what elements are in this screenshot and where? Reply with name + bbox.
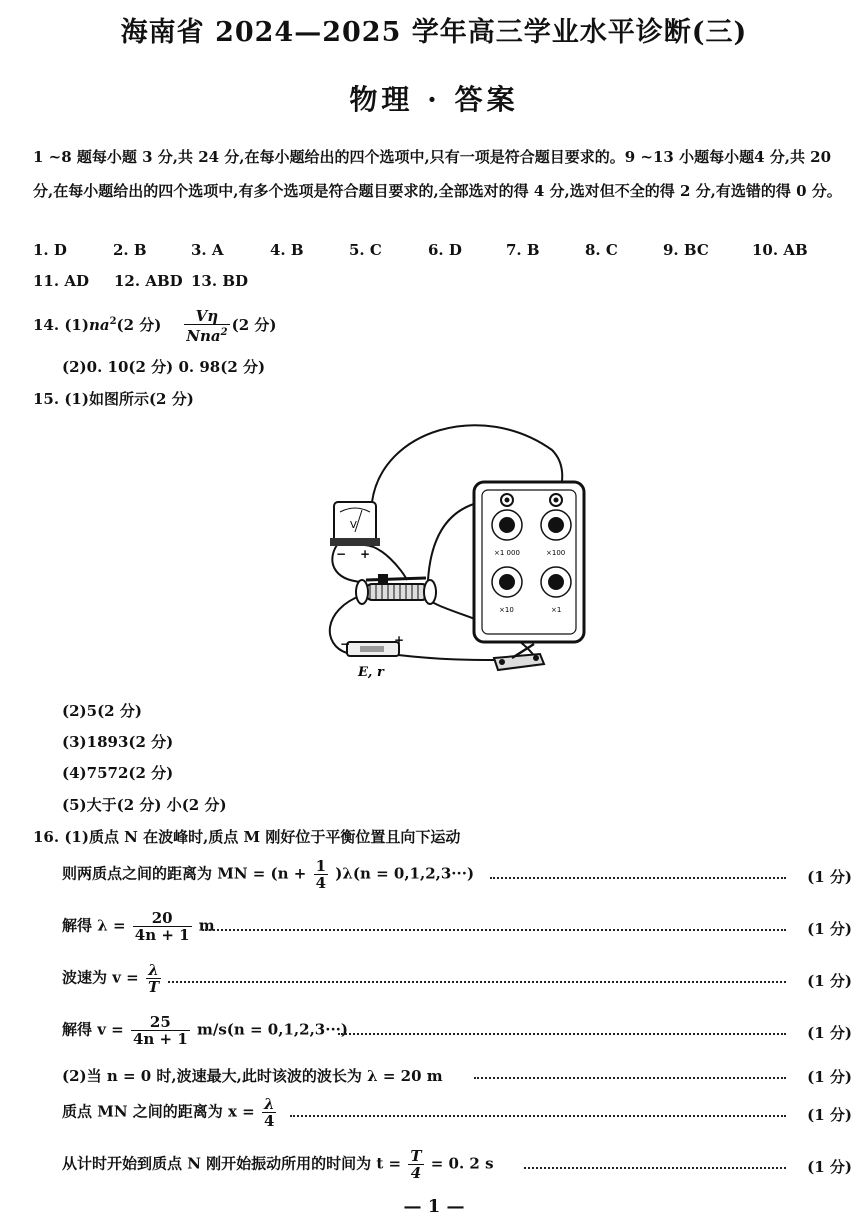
q16-line7-frac-num: T [410, 1147, 422, 1165]
q16-line2-fraction [133, 910, 192, 943]
q16-line6-frac-num: λ [263, 1095, 275, 1113]
q16-line1 [62, 858, 474, 891]
q14-score-a: (2 分) [116, 316, 162, 334]
q16-line5-score: (1 分) [807, 1068, 852, 1086]
q15-part1: 15. (1)如图所示(2 分) [33, 390, 194, 408]
answer-6: 6. D [428, 241, 462, 259]
circuit-diagram [322, 420, 592, 690]
q16-line7-fraction [408, 1148, 423, 1181]
answer-2: 2. B [113, 241, 147, 259]
q16-line7-score: (1 分) [807, 1158, 852, 1176]
q14-expr-a-sup: 2 [109, 316, 117, 327]
answer-5: 5. C [349, 241, 382, 259]
page-number: — 1 — [403, 1196, 465, 1217]
answer-8: 8. C [585, 241, 618, 259]
q14-frac-num: Vη [184, 308, 229, 325]
voltmeter-label: V [350, 520, 357, 531]
answer-11: 11. AD [33, 272, 89, 290]
voltmeter [330, 502, 380, 561]
leader-dots-3 [168, 981, 786, 983]
q16-line4-frac-den: 4n + 1 [132, 1030, 188, 1048]
switch [494, 644, 544, 670]
q16-line4-pre: 解得 v = [62, 1020, 124, 1039]
leader-dots-5 [474, 1077, 786, 1079]
q16-line7 [62, 1148, 494, 1181]
q16-line2-pre: 解得 λ = [62, 916, 126, 935]
q16-line6-fraction [262, 1096, 277, 1129]
leader-dots-2 [202, 929, 786, 931]
q15-part2: (2)5(2 分) [62, 702, 142, 720]
answer-9: 9. BC [663, 241, 709, 259]
q16-line1-frac-num: 1 [315, 857, 327, 875]
q16-line3-frac-den: T [147, 978, 160, 996]
wire-battery-to-switch [398, 655, 497, 660]
q16-part1: 16. (1)质点 N 在波峰时,质点 M 刚好位于平衡位置且向下运动 [33, 828, 461, 846]
q16-line1-pre: 则两质点之间的距离为 MN = (n + [62, 864, 307, 883]
answer-3: 3. A [191, 241, 224, 259]
leader-dots-6 [290, 1115, 786, 1117]
q16-line6 [62, 1096, 278, 1129]
q14-score-b: (2 分) [231, 316, 277, 334]
q16-line3-score: (1 分) [807, 972, 852, 990]
rheostat [356, 574, 436, 604]
q14-expr-a: na [88, 316, 110, 334]
q16-line4 [62, 1014, 348, 1047]
q14-frac-den [184, 325, 229, 344]
q15-part3: (3)1893(2 分) [62, 733, 174, 751]
answer-4: 4. B [270, 241, 304, 259]
q16-line7-post: = 0. 2 s [430, 1154, 494, 1173]
voltmeter-plus-label: + [360, 547, 371, 561]
q16-line7-pre: 从计时开始到质点 N 刚开始振动所用的时间为 t = [62, 1154, 402, 1173]
battery-label: E, r [358, 665, 384, 680]
q16-line2-post: m [198, 916, 215, 935]
scoring-instructions: 1 ~8 题每小题 3 分,共 24 分,在每小题给出的四个选项中,只有一项是符合题目要求的。9 ~13 小题每小题4 分,共 20 分,在每小题给出的四个选项中,有多个选项是符合题目要求的,全部选对的得 4 分,选对但不全的得 2 分,有选错的得 0 分。 [33, 148, 842, 200]
q16-line1-frac-den: 4 [315, 874, 327, 892]
q16-line2-frac-den: 4n + 1 [134, 926, 190, 944]
leader-dots-1 [490, 877, 786, 879]
q16-line3 [62, 962, 163, 995]
dial-x1000 [492, 510, 522, 557]
answer-10: 10. AB [752, 241, 808, 259]
q14-part2: (2)0. 10(2 分) 0. 98(2 分) [62, 358, 266, 376]
answer-1: 1. D [33, 241, 67, 259]
q16-line7-frac-den: 4 [410, 1164, 422, 1182]
battery-plus-label: + [394, 633, 405, 647]
q16-line3-frac-num: λ [146, 962, 161, 979]
q16-line3-pre: 波速为 v = [62, 968, 139, 987]
q14-frac-den-text: Nna [186, 327, 221, 345]
page-subtitle: 物理 · 答案 [349, 83, 519, 116]
q14-fraction [184, 308, 229, 344]
answer-7: 7. B [506, 241, 540, 259]
q16-line1-post: )λ(n = 0,1,2,3···) [335, 864, 475, 883]
voltmeter-minus-label: − [336, 547, 347, 561]
dial-x10-label: ×10 [499, 606, 514, 614]
q14-frac-den-sup: 2 [220, 327, 228, 338]
dial-x100-label: ×100 [546, 549, 566, 557]
q16-line6-score: (1 分) [807, 1106, 852, 1124]
q16-line1-score: (1 分) [807, 868, 852, 886]
q16-line6-frac-den: 4 [264, 1112, 275, 1130]
q16-line5: (2)当 n = 0 时,波速最大,此时该波的波长为 λ = 20 m [62, 1067, 443, 1085]
battery-minus-label: − [340, 637, 351, 651]
q16-line4-score: (1 分) [807, 1024, 852, 1042]
q16-line3-fraction [146, 962, 161, 995]
q16-line6-pre: 质点 MN 之间的距离为 x = [62, 1102, 255, 1121]
q15-part4: (4)7572(2 分) [62, 764, 174, 782]
q16-line1-fraction [314, 858, 328, 891]
q16-line4-fraction [131, 1014, 190, 1047]
q16-line2-frac-num: 20 [133, 910, 192, 927]
dial-x1000-label: ×1 000 [494, 549, 520, 557]
answer-13: 13. BD [191, 272, 249, 290]
q16-line4-post: m/s(n = 0,1,2,3···) [197, 1020, 348, 1039]
q16-line4-frac-num: 25 [131, 1014, 190, 1031]
leader-dots-4 [338, 1033, 786, 1035]
q14-part1 [33, 308, 276, 344]
q16-line2 [62, 910, 215, 943]
page-title: 海南省 2024—2025 学年高三学业水平诊断(三) [120, 17, 748, 48]
answer-12: 12. ABD [114, 272, 183, 290]
battery [340, 633, 404, 680]
resistance-box [474, 482, 584, 642]
q15-part5: (5)大于(2 分) 小(2 分) [62, 796, 227, 814]
dial-x1-label: ×1 [551, 606, 562, 614]
leader-dots-7 [524, 1167, 786, 1169]
q16-line2-score: (1 分) [807, 920, 852, 938]
q14-label: 14. (1) [33, 316, 89, 334]
